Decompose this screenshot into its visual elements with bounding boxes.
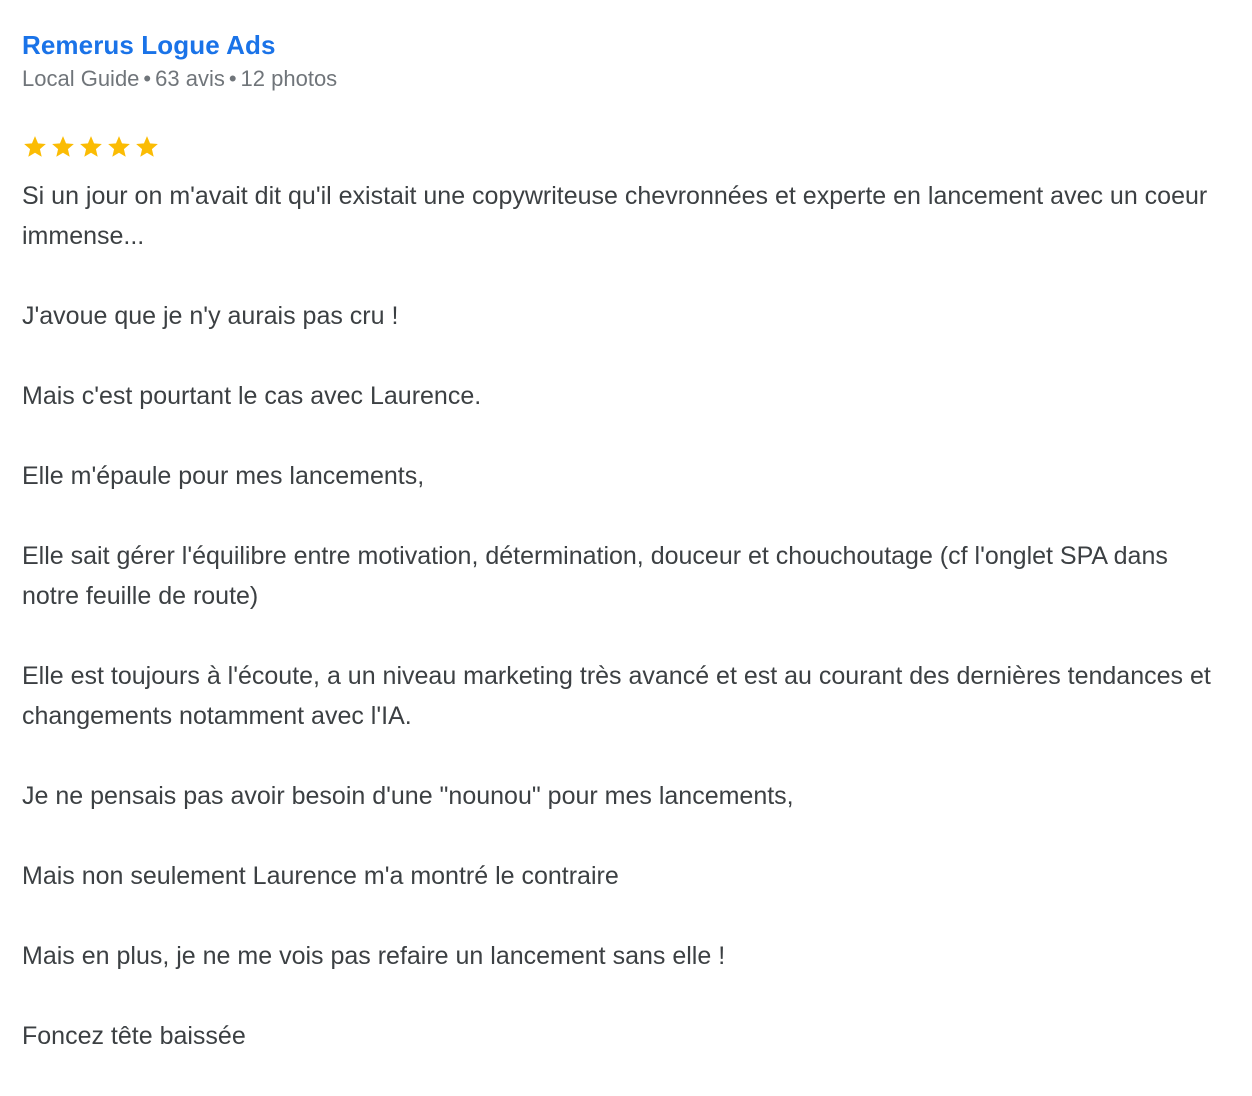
review-paragraph: Je ne pensais pas avoir besoin d'une "nounou" pour mes lancements,: [22, 782, 794, 810]
review-text: [22, 176, 1227, 1056]
meta-separator: •: [143, 66, 152, 91]
review-paragraph: J'avoue que je n'y aurais pas cru !: [22, 302, 399, 330]
reviewer-meta: [22, 64, 1230, 94]
review-paragraph: Elle sait gérer l'équilibre entre motivation, détermination, douceur et chouchoutage (cf l'onglet SPA dans notre feuille de route): [22, 542, 1168, 610]
photos-count: 12 photos: [240, 66, 338, 91]
reviewer-name-link[interactable]: Remerus Logue Ads: [22, 30, 276, 60]
star-icon: [50, 134, 76, 160]
star-icon: [78, 134, 104, 160]
review-paragraph: Foncez tête baissée: [22, 1022, 246, 1050]
reviews-count: 63 avis: [155, 66, 225, 91]
meta-separator: •: [228, 66, 237, 91]
review-paragraph: Mais non seulement Laurence m'a montré le contraire: [22, 862, 619, 890]
star-icon: [22, 134, 48, 160]
review-paragraph: Elle m'épaule pour mes lancements,: [22, 462, 425, 490]
star-icon: [134, 134, 160, 160]
local-guide-badge: Local Guide: [22, 66, 140, 91]
review-paragraph: Mais en plus, je ne me vois pas refaire un lancement sans elle !: [22, 942, 726, 970]
star-icon: [106, 134, 132, 160]
review-paragraph: Mais c'est pourtant le cas avec Laurence.: [22, 382, 482, 410]
review-paragraph: Si un jour on m'avait dit qu'il existait une copywriteuse chevronnées et experte en lancement avec un coeur immense...: [22, 182, 1208, 250]
star-rating: [22, 132, 1230, 162]
review-paragraph: Elle est toujours à l'écoute, a un niveau marketing très avancé et est au courant des dernières tendances et changements notamment avec l'IA.: [22, 662, 1211, 730]
